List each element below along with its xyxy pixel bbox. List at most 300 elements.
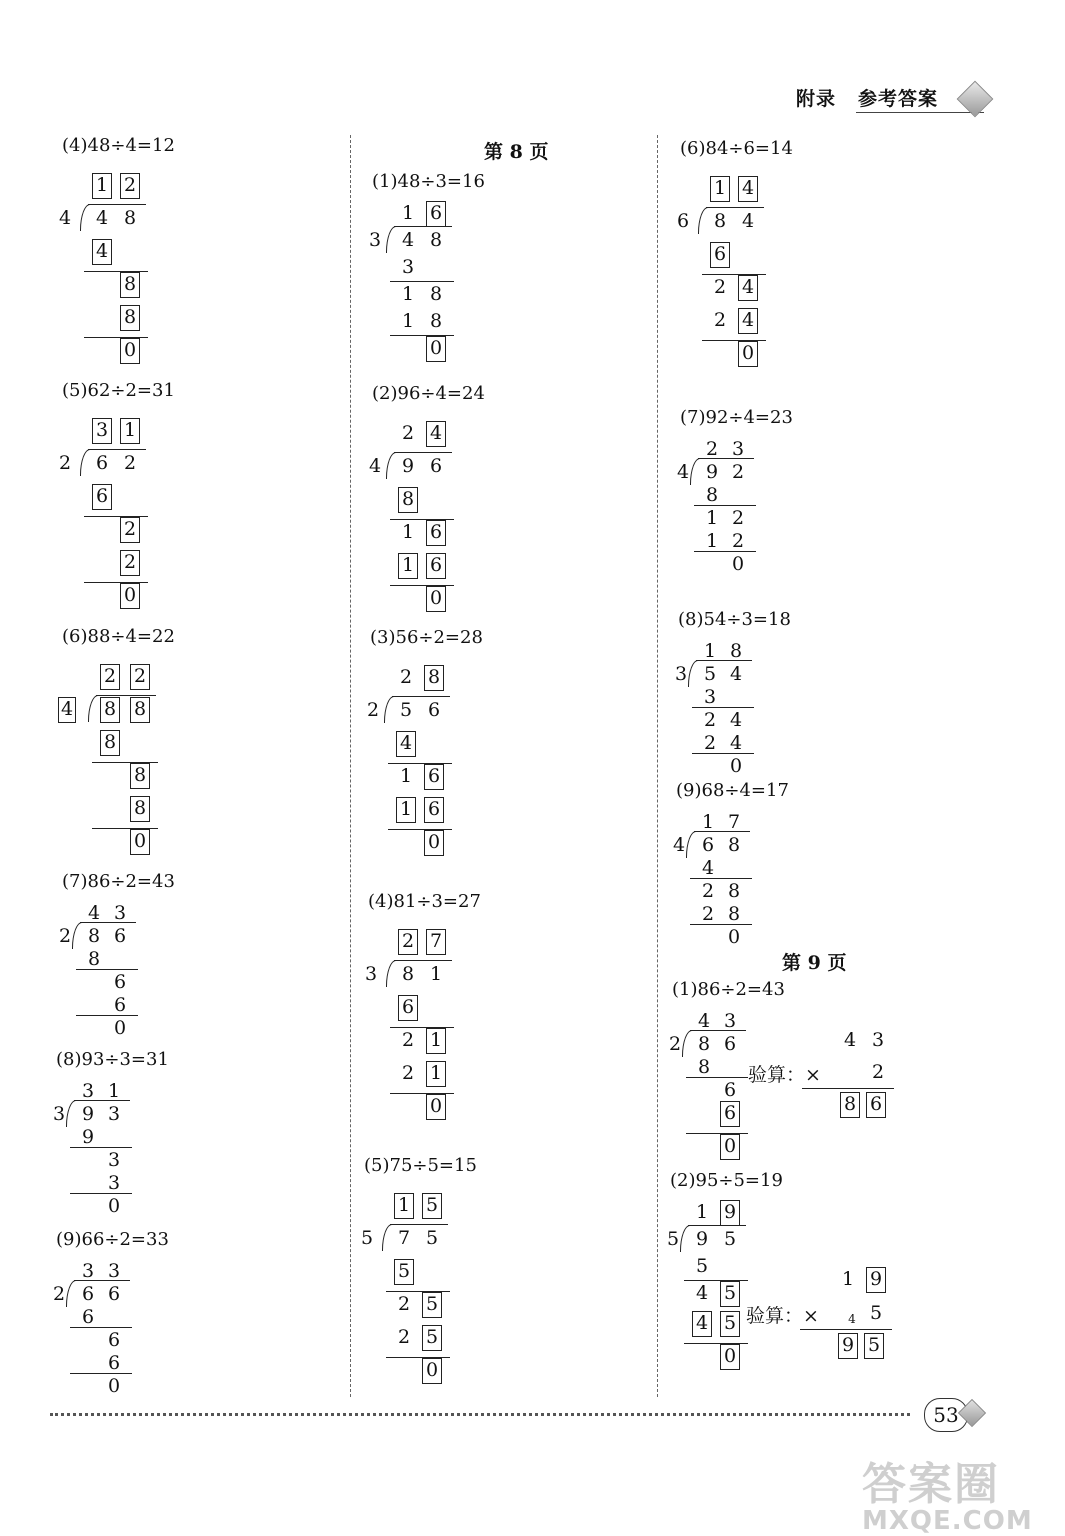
division-bracket: [386, 960, 397, 987]
remainder-digit: 0: [426, 586, 446, 612]
problem-b5: [360, 1155, 477, 1381]
check-result-digit: 5: [864, 1333, 884, 1359]
step-digit: 8: [100, 730, 120, 756]
problem-title: (7)86÷2=43: [62, 871, 175, 892]
check-rule: [802, 1088, 894, 1089]
step-digit: 6: [113, 971, 127, 993]
step-digit: 8: [705, 484, 719, 506]
step-digit: 2: [120, 550, 140, 576]
quotient-digit: 3: [731, 438, 745, 460]
dividend-digit: 4: [95, 207, 109, 229]
dividend-digit: 6: [723, 1033, 737, 1055]
division-bar: [698, 458, 754, 459]
column-separator: [657, 135, 658, 1397]
step-digit: 1: [398, 553, 418, 579]
division-bar: [694, 831, 750, 832]
step-digit: 1: [426, 1061, 446, 1087]
check-multiplier-digit: 5: [869, 1302, 883, 1324]
dividend-digit: 4: [741, 210, 755, 232]
subtraction-rule: [686, 1133, 748, 1134]
step-digit: 6: [426, 553, 446, 579]
quotient-digit: 1: [703, 640, 717, 662]
division-bracket: [386, 226, 397, 253]
step-digit: 2: [703, 709, 717, 731]
remainder-digit: 0: [113, 1017, 127, 1039]
problem-a8: [52, 1049, 169, 1217]
subtraction-rule: [70, 1373, 132, 1374]
step-digit: 1: [399, 765, 413, 787]
quotient-digit: 2: [120, 173, 140, 199]
problem-c8: [674, 609, 791, 777]
remainder-digit: 0: [120, 583, 140, 609]
page-number: 53: [924, 1398, 968, 1432]
step-digit: 5: [422, 1325, 442, 1351]
division-bracket: [88, 695, 99, 722]
divisor-digit: 2: [668, 1033, 682, 1055]
remainder-digit: 0: [738, 341, 758, 367]
dividend-digit: 4: [729, 663, 743, 685]
quotient-digit: 2: [399, 666, 413, 688]
problem-b4: [364, 891, 481, 1117]
dividend-digit: 8: [697, 1033, 711, 1055]
step-digit: 5: [720, 1281, 740, 1307]
division-bracket: [386, 452, 397, 479]
division-bar: [74, 1100, 130, 1101]
subtraction-rule: [84, 337, 148, 338]
step-digit: 4: [92, 239, 112, 265]
check-multiplier-digit: 2: [871, 1061, 885, 1083]
divisor-digit: 2: [366, 699, 380, 721]
remainder-digit: 0: [107, 1195, 121, 1217]
remainder-digit: 0: [107, 1375, 121, 1397]
division-bar: [96, 695, 156, 696]
division-bracket: [698, 207, 709, 234]
division-bar: [392, 696, 450, 697]
step-digit: 6: [710, 242, 730, 268]
subtraction-rule: [686, 1077, 748, 1078]
step-digit: 8: [727, 880, 741, 902]
dividend-digit: 8: [429, 229, 443, 251]
subtraction-rule: [702, 340, 766, 341]
division-bracket: [680, 1225, 691, 1252]
step-digit: 5: [720, 1311, 740, 1337]
division-bracket: [72, 922, 83, 949]
division-bar: [74, 1280, 130, 1281]
division-bracket: [80, 204, 91, 231]
divisor-digit: 4: [58, 697, 76, 723]
step-digit: 2: [713, 309, 727, 331]
dividend-digit: 2: [731, 461, 745, 483]
subtraction-rule: [690, 878, 752, 879]
step-digit: 2: [713, 276, 727, 298]
problem-a5: [58, 380, 175, 606]
step-digit: 8: [398, 487, 418, 513]
problem-title: (6)84÷6=14: [680, 138, 793, 159]
divisor-digit: 2: [58, 925, 72, 947]
watermark-text: 答案圈: [862, 1459, 1000, 1510]
dividend-digit: 9: [401, 455, 415, 477]
problem-a6: [60, 626, 175, 852]
problem-a9: [52, 1229, 169, 1397]
dividend-digit: 5: [703, 663, 717, 685]
step-digit: 1: [426, 1028, 446, 1054]
dividend-digit: 8: [123, 207, 137, 229]
step-digit: 8: [120, 272, 140, 298]
problem-b2: [368, 383, 485, 609]
check-top-digit: 4: [843, 1029, 857, 1051]
quotient-digit: 3: [81, 1080, 95, 1102]
dividend-digit: 8: [100, 697, 120, 723]
division-bar: [706, 207, 764, 208]
dividend-digit: 1: [429, 963, 443, 985]
step-digit: 6: [426, 520, 446, 546]
step-digit: 8: [130, 763, 150, 789]
remainder-digit: 0: [720, 1344, 740, 1370]
remainder-digit: 0: [720, 1134, 740, 1160]
step-digit: 3: [107, 1172, 121, 1194]
footer-dotted-rule: [50, 1413, 910, 1416]
step-digit: 5: [695, 1255, 709, 1277]
problem-title: (9)66÷2=33: [56, 1229, 169, 1250]
problem-title: (8)54÷3=18: [678, 609, 791, 630]
remainder-digit: 0: [729, 755, 743, 777]
problem-c7: [676, 407, 793, 575]
subtraction-rule: [84, 271, 148, 272]
subtraction-rule: [694, 505, 756, 506]
remainder-digit: 0: [426, 336, 446, 362]
dividend-digit: 6: [427, 699, 441, 721]
remainder-digit: 0: [130, 829, 150, 855]
quotient-digit: 4: [426, 421, 446, 447]
division-bar: [394, 452, 452, 453]
division-bracket: [688, 660, 699, 687]
step-digit: 2: [397, 1326, 411, 1348]
problem-title: (1)86÷2=43: [672, 979, 785, 1000]
step-digit: 1: [401, 310, 415, 332]
dividend-digit: 5: [399, 699, 413, 721]
division-bar: [394, 226, 452, 227]
remainder-digit: 0: [120, 338, 140, 364]
dividend-digit: 2: [123, 452, 137, 474]
subtraction-rule: [386, 1357, 450, 1358]
dividend-digit: 9: [695, 1228, 709, 1250]
remainder-digit: 0: [424, 830, 444, 856]
step-digit: 2: [701, 880, 715, 902]
subtraction-rule: [390, 585, 454, 586]
problem-a7: [58, 871, 175, 1039]
quotient-digit: 2: [401, 422, 415, 444]
division-bar: [696, 660, 752, 661]
quotient-digit: 1: [701, 811, 715, 833]
quotient-digit: 6: [426, 201, 446, 227]
divisor-digit: 5: [666, 1228, 680, 1250]
quotient-digit: 1: [695, 1201, 709, 1223]
step-digit: 2: [731, 507, 745, 529]
step-digit: 1: [396, 797, 416, 823]
division-bar: [394, 960, 452, 961]
divisor-digit: 4: [58, 207, 72, 229]
dividend-digit: 6: [701, 834, 715, 856]
check-rule: [800, 1329, 892, 1330]
step-digit: 2: [703, 732, 717, 754]
check-label: 验算：×: [746, 1305, 819, 1327]
division-bracket: [686, 831, 697, 858]
divisor-digit: 3: [368, 229, 382, 251]
step-digit: 3: [703, 686, 717, 708]
header-section: 附录: [796, 88, 837, 110]
subtraction-rule: [388, 829, 452, 830]
step-digit: 2: [401, 1062, 415, 1084]
quotient-digit: 4: [87, 902, 101, 924]
watermark-url: MXQE.COM: [862, 1506, 1033, 1536]
step-digit: 3: [107, 1149, 121, 1171]
quotient-digit: 2: [130, 664, 150, 690]
quotient-digit: 4: [738, 176, 758, 202]
step-digit: 4: [729, 732, 743, 754]
subtraction-rule: [684, 1343, 748, 1344]
step-digit: 2: [701, 903, 715, 925]
problem-title: (6)88÷4=22: [62, 626, 175, 647]
step-digit: 1: [401, 283, 415, 305]
divisor-digit: 4: [672, 834, 686, 856]
subtraction-rule: [390, 1027, 454, 1028]
problem-b3: [366, 627, 483, 853]
divisor-digit: 4: [676, 461, 690, 483]
divisor-digit: 2: [58, 452, 72, 474]
check-result-digit: 6: [866, 1092, 886, 1118]
step-digit: 4: [396, 731, 416, 757]
step-digit: 2: [120, 517, 140, 543]
problem-a4: [58, 135, 175, 361]
division-bracket: [66, 1280, 77, 1307]
dividend-digit: 8: [87, 925, 101, 947]
quotient-digit: 9: [720, 1200, 740, 1226]
step-digit: 8: [130, 796, 150, 822]
step-digit: 6: [107, 1329, 121, 1351]
division-bar: [690, 1030, 746, 1031]
division-bar: [88, 204, 146, 205]
subtraction-rule: [684, 1280, 748, 1281]
step-digit: 8: [429, 310, 443, 332]
dividend-digit: 6: [107, 1283, 121, 1305]
subtraction-rule: [70, 1327, 132, 1328]
subtraction-rule: [390, 519, 454, 520]
remainder-digit: 0: [426, 1094, 446, 1120]
dividend-digit: 4: [401, 229, 415, 251]
dividend-digit: 7: [397, 1227, 411, 1249]
quotient-digit: 7: [727, 811, 741, 833]
section-title-page-9: 第 9 页: [782, 952, 847, 974]
problem-title: (9)68÷4=17: [676, 780, 789, 801]
quotient-digit: 4: [697, 1010, 711, 1032]
step-digit: 2: [401, 1029, 415, 1051]
step-digit: 4: [738, 308, 758, 334]
subtraction-rule: [692, 753, 754, 754]
problem-title: (4)81÷3=27: [368, 891, 481, 912]
division-bar: [80, 922, 136, 923]
divisor-digit: 3: [674, 663, 688, 685]
division-bracket: [384, 696, 395, 723]
quotient-digit: 3: [81, 1260, 95, 1282]
divisor-digit: 4: [368, 455, 382, 477]
dividend-digit: 5: [425, 1227, 439, 1249]
check-result-digit: 8: [840, 1092, 860, 1118]
step-digit: 8: [120, 305, 140, 331]
check-top-digit: 9: [866, 1267, 886, 1293]
problem-d2: [666, 1170, 883, 1367]
check-label: 验算：×: [748, 1064, 821, 1086]
dividend-digit: 6: [81, 1283, 95, 1305]
divisor-digit: 3: [364, 963, 378, 985]
problem-title: (8)93÷3=31: [56, 1049, 169, 1070]
subtraction-rule: [84, 582, 148, 583]
subtraction-rule: [692, 707, 754, 708]
quotient-digit: 3: [92, 418, 112, 444]
step-digit: 2: [731, 530, 745, 552]
step-digit: 6: [720, 1101, 740, 1127]
check-result-digit: 9: [838, 1333, 858, 1359]
dividend-digit: 8: [401, 963, 415, 985]
problem-b1: [368, 171, 485, 359]
header-title: 参考答案: [858, 88, 939, 110]
step-digit: 4: [701, 857, 715, 879]
problem-title: (5)62÷2=31: [62, 380, 175, 401]
problem-c6: [676, 138, 793, 364]
subtraction-rule: [386, 1291, 450, 1292]
step-digit: 2: [397, 1293, 411, 1315]
subtraction-rule: [92, 762, 158, 763]
step-digit: 8: [429, 283, 443, 305]
section-title-page-8: 第 8 页: [484, 141, 549, 163]
dividend-digit: 6: [95, 452, 109, 474]
step-digit: 4: [692, 1311, 712, 1337]
divisor-digit: 3: [52, 1103, 66, 1125]
step-digit: 1: [401, 521, 415, 543]
quotient-digit: 1: [120, 418, 140, 444]
quotient-digit: 1: [394, 1193, 414, 1219]
quotient-digit: 2: [100, 664, 120, 690]
step-digit: 6: [113, 994, 127, 1016]
divisor-digit: 6: [676, 210, 690, 232]
division-bracket: [66, 1100, 77, 1127]
problem-title: (5)75÷5=15: [364, 1155, 477, 1176]
subtraction-rule: [702, 274, 766, 275]
check-carry-digit: 4: [848, 1312, 856, 1326]
quotient-digit: 1: [710, 176, 730, 202]
check-top-digit: 3: [871, 1029, 885, 1051]
page-header: [796, 84, 938, 111]
step-digit: 5: [394, 1259, 414, 1285]
step-digit: 1: [705, 507, 719, 529]
quotient-digit: 3: [723, 1010, 737, 1032]
subtraction-rule: [84, 516, 148, 517]
step-digit: 8: [697, 1056, 711, 1078]
dividend-digit: 6: [429, 455, 443, 477]
dividend-digit: 8: [713, 210, 727, 232]
subtraction-rule: [690, 924, 752, 925]
dividend-digit: 9: [705, 461, 719, 483]
quotient-digit: 8: [424, 665, 444, 691]
dividend-digit: 5: [723, 1228, 737, 1250]
division-bracket: [80, 449, 91, 476]
subtraction-rule: [390, 335, 454, 336]
problem-d1: [668, 979, 885, 1157]
problem-title: (2)95÷5=19: [670, 1170, 783, 1191]
quotient-digit: 1: [107, 1080, 121, 1102]
quotient-digit: 5: [422, 1193, 442, 1219]
dividend-digit: 3: [107, 1103, 121, 1125]
quotient-digit: 3: [107, 1260, 121, 1282]
subtraction-rule: [70, 1147, 132, 1148]
subtraction-rule: [70, 1193, 132, 1194]
problem-title: (4)48÷4=12: [62, 135, 175, 156]
subtraction-rule: [390, 281, 454, 282]
division-bracket: [682, 1030, 693, 1057]
step-digit: 5: [422, 1292, 442, 1318]
step-digit: 6: [723, 1079, 737, 1101]
division-bar: [390, 1224, 448, 1225]
step-digit: 8: [87, 948, 101, 970]
dividend-digit: 8: [130, 697, 150, 723]
step-digit: 1: [705, 530, 719, 552]
division-bar: [688, 1225, 746, 1226]
subtraction-rule: [390, 1093, 454, 1094]
step-digit: 4: [738, 275, 758, 301]
column-separator: [350, 135, 351, 1397]
quotient-digit: 2: [398, 929, 418, 955]
quotient-digit: 1: [92, 173, 112, 199]
step-digit: 3: [401, 256, 415, 278]
step-digit: 6: [81, 1306, 95, 1328]
check-top-digit: 1: [841, 1268, 855, 1290]
header-underline: [856, 112, 984, 113]
remainder-digit: 0: [727, 926, 741, 948]
subtraction-rule: [76, 969, 138, 970]
quotient-digit: 3: [113, 902, 127, 924]
subtraction-rule: [694, 551, 756, 552]
step-digit: 9: [81, 1126, 95, 1148]
subtraction-rule: [76, 1015, 138, 1016]
remainder-digit: 0: [422, 1358, 442, 1384]
step-digit: 6: [424, 797, 444, 823]
problem-title: (2)96÷4=24: [372, 383, 485, 404]
problem-c9: [672, 780, 789, 948]
division-bar: [88, 449, 146, 450]
problem-title: (1)48÷3=16: [372, 171, 485, 192]
step-digit: 4: [729, 709, 743, 731]
dividend-digit: 8: [727, 834, 741, 856]
step-digit: 6: [424, 764, 444, 790]
quotient-digit: 8: [729, 640, 743, 662]
watermark: [862, 1448, 1058, 1536]
step-digit: 6: [107, 1352, 121, 1374]
step-digit: 6: [92, 484, 112, 510]
step-digit: 4: [695, 1282, 709, 1304]
divisor-digit: 2: [52, 1283, 66, 1305]
dividend-digit: 9: [81, 1103, 95, 1125]
quotient-digit: 1: [401, 202, 415, 224]
division-bracket: [382, 1224, 393, 1251]
subtraction-rule: [388, 763, 452, 764]
step-digit: 6: [398, 995, 418, 1021]
step-digit: 8: [727, 903, 741, 925]
quotient-digit: 2: [705, 438, 719, 460]
division-bracket: [690, 458, 701, 485]
dividend-digit: 6: [113, 925, 127, 947]
subtraction-rule: [92, 828, 158, 829]
divisor-digit: 5: [360, 1227, 374, 1249]
remainder-digit: 0: [731, 553, 745, 575]
